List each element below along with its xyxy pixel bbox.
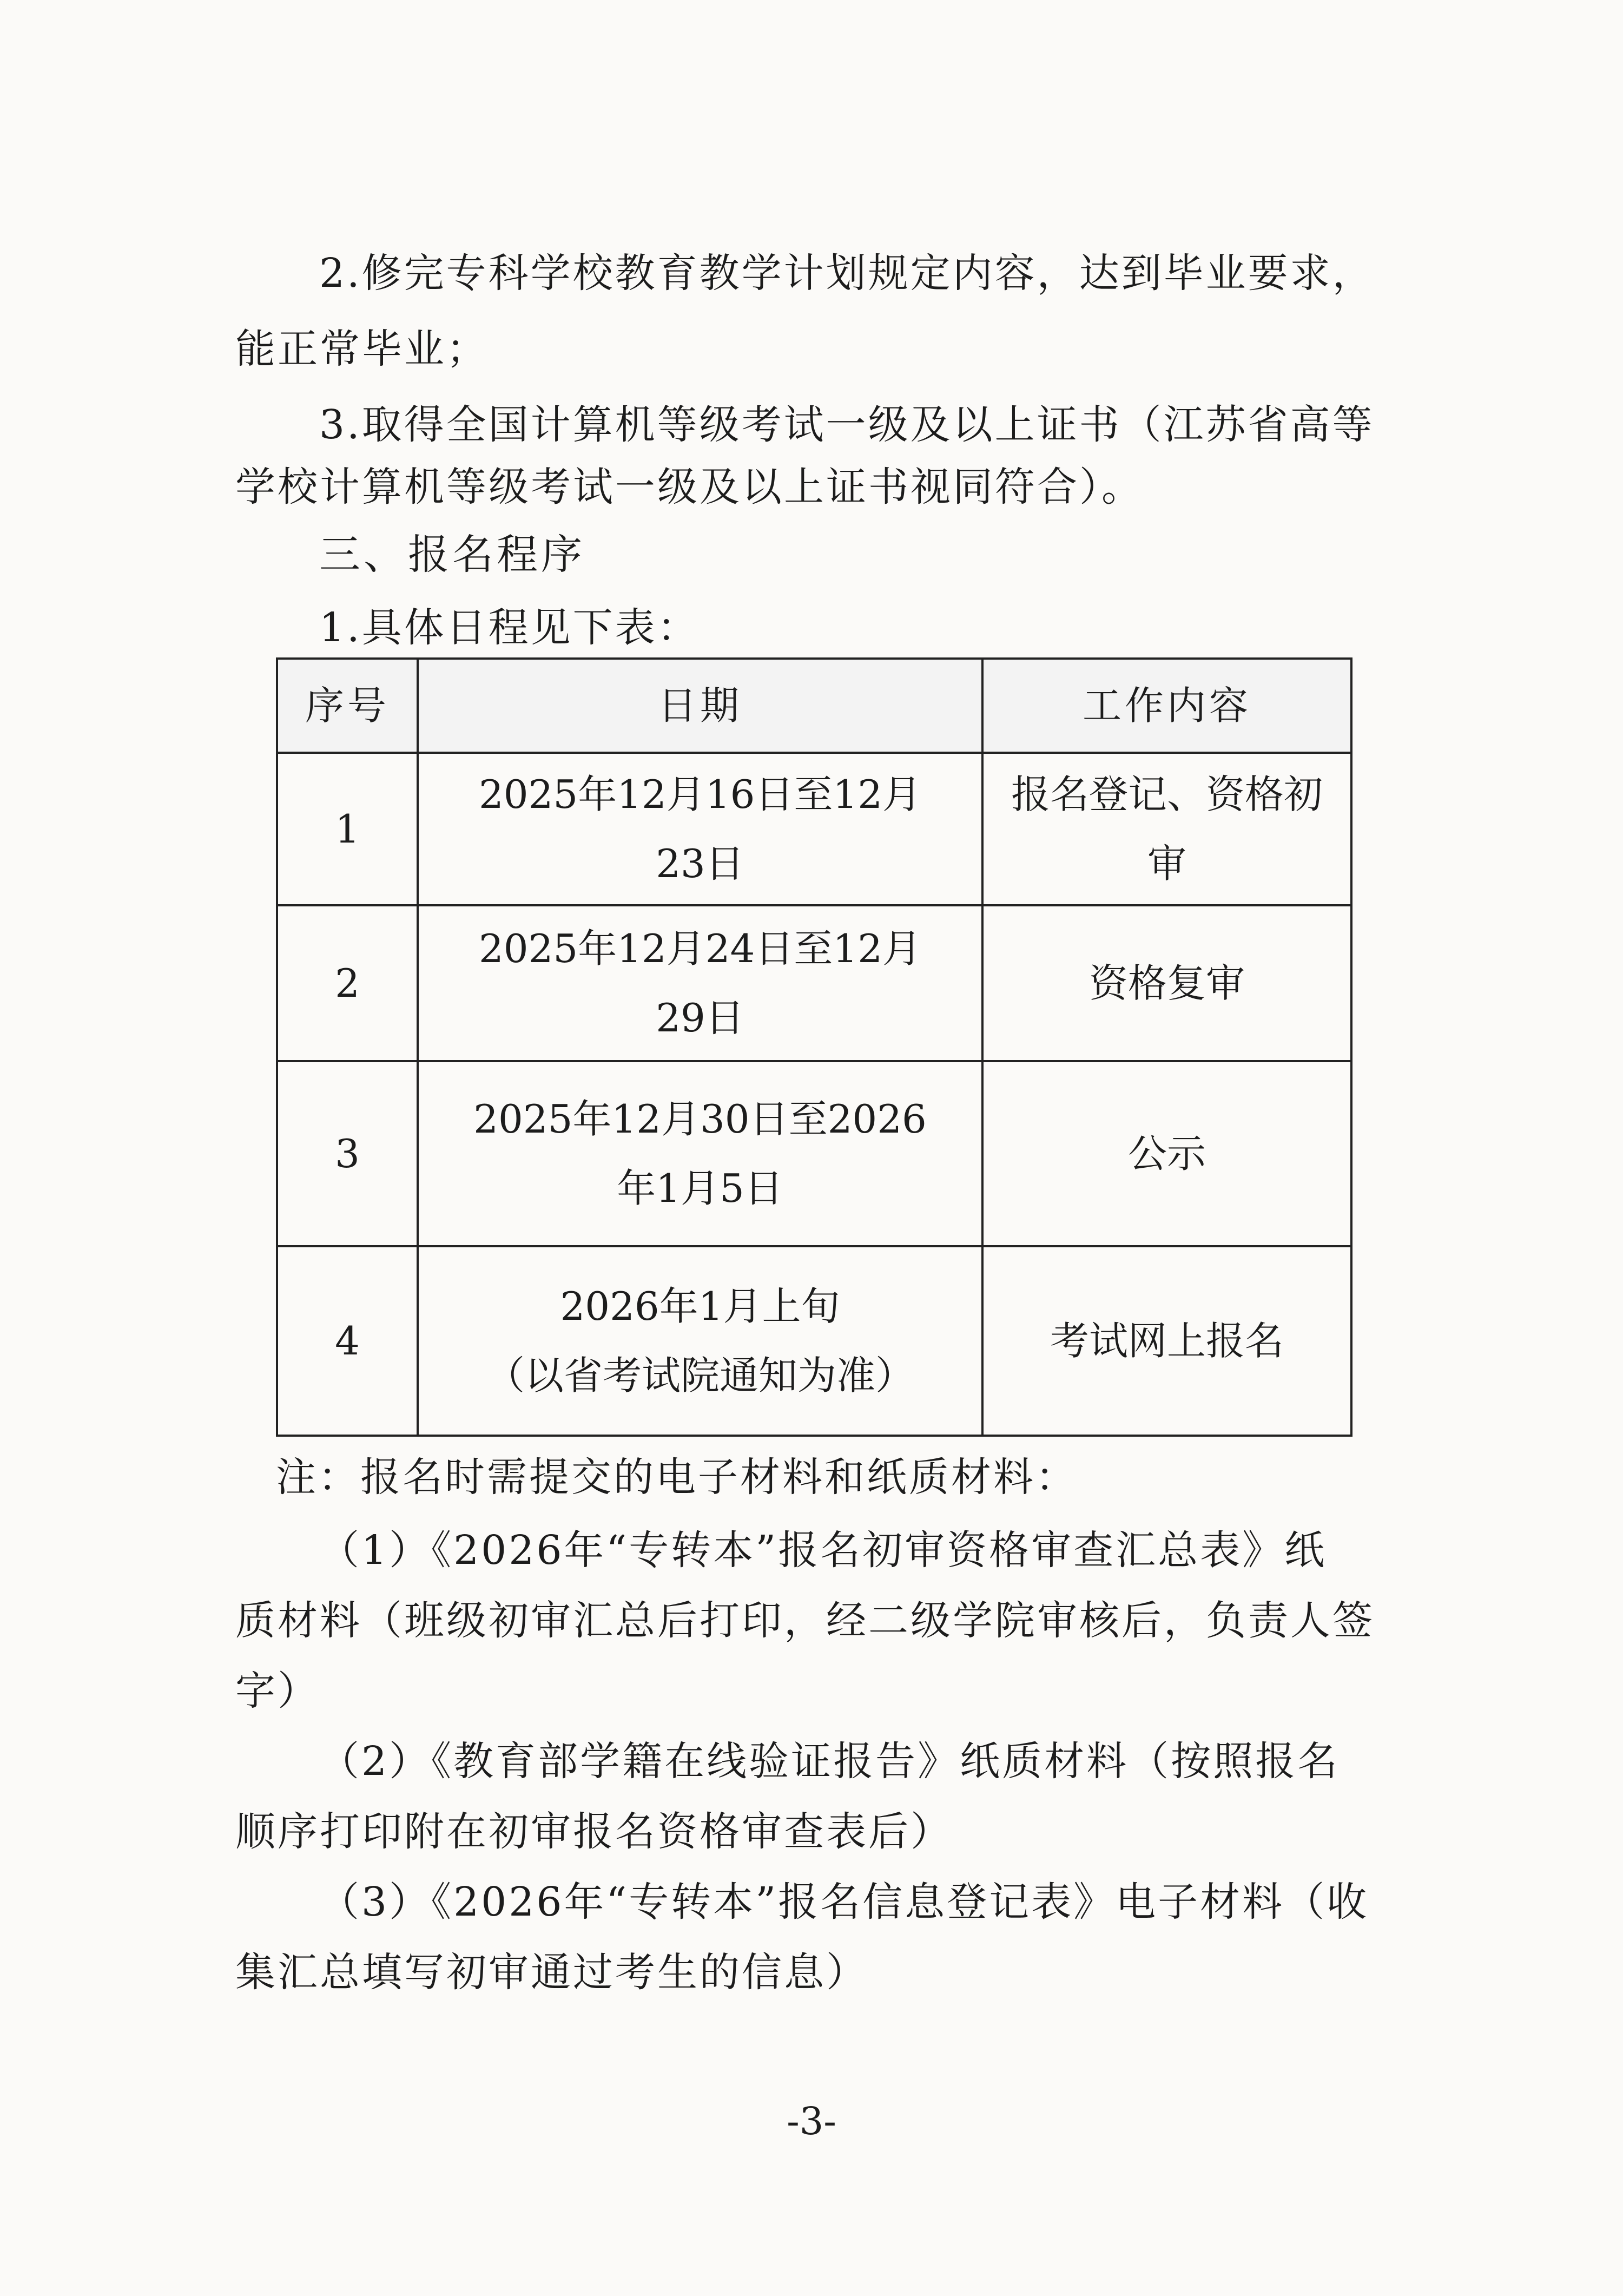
header-index: 序号 — [277, 659, 418, 753]
row-date-line: 29日 — [656, 995, 744, 1041]
table-row — [277, 905, 1351, 1061]
row-content-line: 审 — [1147, 841, 1186, 886]
item-2-line-1: 2.修完专科学校教育教学计划规定内容，达到毕业要求， — [319, 250, 1375, 297]
note-3-line-2: 集汇总填写初审通过考生的信息） — [235, 1949, 868, 1996]
header-date: 日期 — [418, 659, 982, 753]
row-date — [418, 1246, 982, 1436]
item-2-line-2: 能正常毕业； — [235, 326, 489, 372]
row-date-line: （以省考试院通知为准） — [485, 1353, 914, 1398]
note-3-line-1: （3）《2026年“专转本”报名信息登记表》电子材料（收 — [319, 1879, 1369, 1925]
note-2-line-1: （2）《教育部学籍在线验证报告》纸质材料（按照报名 — [319, 1738, 1340, 1785]
row-date-line: 23日 — [656, 841, 744, 886]
row-date-line: 2025年12月16日至12月 — [478, 772, 922, 817]
section-heading: 三、报名程序 — [319, 530, 585, 578]
row-index: 4 — [277, 1246, 418, 1436]
row-date — [418, 905, 982, 1061]
row-content: 公示 — [982, 1061, 1351, 1246]
item-3-line-1: 3.取得全国计算机等级考试一级及以上证书（江苏省高等 — [319, 402, 1375, 448]
item-3-line-2: 学校计算机等级考试一级及以上证书视同符合）。 — [235, 464, 1144, 510]
row-date — [418, 753, 982, 905]
note-intro: 注：报名时需提交的电子材料和纸质材料： — [276, 1454, 1078, 1501]
note-1-line-2: 质材料（班级初审汇总后打印，经二级学院审核后，负责人签 — [235, 1597, 1375, 1644]
row-content: 考试网上报名 — [982, 1246, 1351, 1436]
row-date-line: 年1月5日 — [617, 1166, 783, 1211]
row-date-line: 2026年1月上旬 — [560, 1284, 840, 1329]
note-1-line-1: （1）《2026年“专转本”报名初审资格审查汇总表》纸 — [319, 1527, 1327, 1574]
table-row — [277, 1246, 1351, 1436]
table-row — [277, 1061, 1351, 1246]
row-date-line: 2025年12月24日至12月 — [478, 926, 922, 971]
row-content-line: 报名登记、资格初 — [1011, 772, 1323, 817]
header-content: 工作内容 — [982, 659, 1351, 753]
row-index: 2 — [277, 905, 418, 1061]
row-content: 资格复审 — [982, 905, 1351, 1061]
row-date — [418, 1061, 982, 1246]
schedule-table — [276, 657, 1352, 1437]
row-index: 1 — [277, 753, 418, 905]
row-content — [982, 753, 1351, 905]
note-2-line-2: 顺序打印附在初审报名资格审查表后） — [235, 1808, 953, 1855]
table-header-row — [277, 659, 1351, 753]
row-index: 3 — [277, 1061, 418, 1246]
row-date-line: 2025年12月30日至2026 — [473, 1096, 927, 1142]
page-number: -3- — [787, 2099, 836, 2143]
table-row — [277, 753, 1351, 905]
schedule-intro: 1.具体日程见下表： — [319, 604, 700, 651]
note-1-line-3: 字） — [235, 1668, 320, 1714]
